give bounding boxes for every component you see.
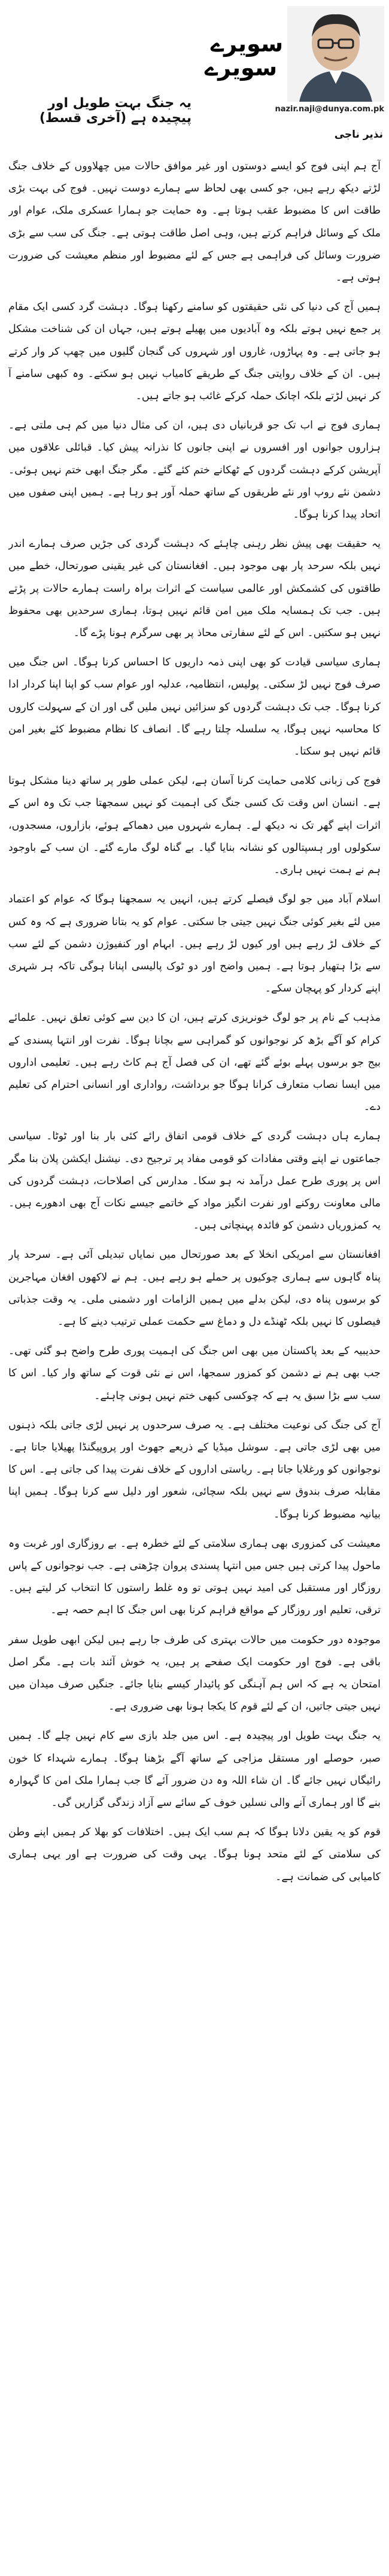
paragraph: قوم کو یہ یقین دلانا ہوگا کہ ہم سب ایک ہیں۔ اختلافات کو بھلا کر ہمیں اپنے وطن کی سلامتی کے لئے متحد ہونا ہوگا۔ یہی وقت کی ضرورت ہے اور یہی ہماری کامیابی کی ضمانت ہے۔ [8, 1826, 381, 1883]
article-body [8, 156, 381, 2567]
paragraph: ہماری سیاسی قیادت کو بھی اپنی ذمہ داریوں کا احساس کرنا ہوگا۔ اس جنگ میں صرف فوج نہیں لڑ سکتی۔ پولیس، انتظامیہ، عدلیہ اور عوام سب کو اپنا اپنا کردار ادا کرنا ہوگا۔ جب تک دہشت گردوں کو سزائیں نہیں ملیں گی اور ان کے سہولت کاروں کا محاسبہ نہیں ہوگا، یہ سلسلہ چلتا رہے گا۔ انصاف کا نظام مضبوط کئے بغیر امن قائم نہیں ہو سکتا۔ [8, 656, 381, 758]
contact-line [211, 105, 384, 114]
author-name: نذیر ناجی [334, 129, 383, 141]
logo-line-1: سویرے [210, 31, 284, 57]
paragraph: آج ہم اپنی فوج کو ایسے دوستوں اور غیر موافق حالات میں چھلاووں کے خلاف جنگ لڑتے دیکھ رہے ہیں، جو کسی بھی لحاظ سے ہمارے دوست نہیں۔ فوج کی بہت بڑی طاقت اس کا مضبوط عقب ہوتا ہے۔ وہ حمایت جو ہمارا عسکری ملک، عوام اور ملک کے وسائل فراہم کرتے ہیں، وہی اصل طاقت ہوتی ہے۔ جنگ کی سب سے بڑی ضرورت وسائل کی فراہمی ہے جس کے لئے مضبوط اور منظم معیشت کی ضرورت ہوتی ہے۔ [8, 160, 381, 284]
column-header [0, 0, 389, 162]
author-email[interactable]: nazir.naji@dunya.com.pk [275, 105, 384, 114]
paragraph: ہمیں آج کی دنیا کی نئی حقیقتوں کو سامنے رکھنا ہوگا۔ دہشت گرد کسی ایک مقام پر جمع نہیں ہوتے بلکہ وہ آبادیوں میں پھیلے ہوتے ہیں، جہاں ان کی شناخت مشکل ہو جاتی ہے۔ وہ پہاڑوں، غاروں اور شہروں کی گنجان گلیوں میں چھپ کر وار کرتے ہیں۔ ان کے خلاف روایتی جنگ کے طریقے کامیاب نہیں ہو سکتے۔ وہ کبھی سامنے آ کر نہیں لڑتے بلکہ اچانک حملہ کرکے غائب ہو جاتے ہیں۔ [8, 301, 381, 403]
paragraph: آج کی جنگ کی نوعیت مختلف ہے۔ یہ صرف سرحدوں پر نہیں لڑی جاتی بلکہ ذہنوں میں بھی لڑی جاتی ہے۔ سوشل میڈیا کے ذریعے جھوٹ اور پروپیگنڈا پھیلایا جاتا ہے۔ نوجوانوں کو ورغلایا جاتا ہے۔ ریاستی اداروں کے خلاف نفرت پیدا کی جاتی ہے۔ اس کا مقابلہ صرف بندوق سے نہیں بلکہ سچائی، شعور اور دلیل سے کرنا ہوگا۔ ہمیں اپنا بیانیہ مضبوط کرنا ہوگا۔ [8, 1419, 381, 1520]
paragraph: حدیبیہ کے بعد پاکستان میں بھی اس جنگ کی اہمیت پوری طرح واضح ہو گئی تھی۔ جب بھی ہم نے دشمن کو کمزور سمجھا، اس نے نئی قوت کے ساتھ وار کیا۔ اس کا سب سے بڑا سبق یہ ہے کہ چوکسی کبھی ختم نہیں ہونی چاہئے۔ [8, 1345, 381, 1402]
column-title: یہ جنگ بہت طویل اور پیچیدہ ہے (آخری قسط) [39, 96, 192, 126]
paragraph: ہمارے ہاں دہشت گردی کے خلاف قومی اتفاق رائے کئی بار بنا اور ٹوٹا۔ سیاسی جماعتوں نے اپنے وقتی مفادات کو قومی مفاد پر ترجیح دی۔ نیشنل ایکشن پلان بنا مگر اس پر پوری طرح عمل درآمد نہ ہو سکا۔ مدارس کی اصلاحات، دہشت گردوں کی مالی معاونت روکنے اور نفرت انگیز مواد کے خاتمے جیسے نکات آج بھی ادھورے ہیں۔ یہ کمزوریاں دشمن کو فائدہ پہنچاتی ہیں۔ [8, 1130, 381, 1232]
author-photo [287, 6, 384, 102]
paragraph: افغانستان سے امریکی انخلا کے بعد صورتحال میں نمایاں تبدیلی آئی ہے۔ سرحد پار پناہ گاہوں سے ہماری چوکیوں پر حملے ہو رہے ہیں۔ ہم نے لاکھوں افغان مہاجرین کو برسوں پناہ دی، لیکن بدلے میں ہمیں الزامات اور دشمنی ملی۔ یہ وقت جذباتی فیصلوں کا نہیں بلکہ ٹھنڈے دل و دماغ سے حکمت عملی ترتیب دینے کا ہے۔ [8, 1249, 381, 1328]
paragraph: فوج کی زبانی کلامی حمایت کرنا آسان ہے، لیکن عملی طور پر ساتھ دینا مشکل ہوتا ہے۔ انسان اس وقت تک کسی جنگ کی اہمیت کو نہیں سمجھتا جب تک وہ اس کے اثرات اپنے گھر تک نہ دیکھ لے۔ ہمارے شہروں میں دھماکے ہوئے، بازاروں، مسجدوں، سکولوں اور ہسپتالوں کو نشانہ بنایا گیا۔ بے گناہ لوگ مارے گئے۔ ان سب کے باوجود ہم نے ہمت نہیں ہاری۔ [8, 775, 381, 877]
paragraph: اسلام آباد میں جو لوگ فیصلے کرتے ہیں، انہیں یہ سمجھنا ہوگا کہ عوام کو اعتماد میں لئے بغیر کوئی جنگ نہیں جیتی جا سکتی۔ عوام کو یہ بتانا ضروری ہے کہ وہ کس کے خلاف لڑ رہے ہیں اور کیوں لڑ رہے ہیں۔ ابہام اور کنفیوژن دشمن کے لئے سب سے بڑا ہتھیار ہوتا ہے۔ ہمیں واضح اور دو ٹوک پالیسی اپنانا ہوگی تاکہ ہر شہری اپنے کردار کو پہچان سکے۔ [8, 893, 381, 995]
author-portrait-icon [287, 6, 384, 102]
paragraph: معیشت کی کمزوری بھی ہماری سلامتی کے لئے خطرہ ہے۔ بے روزگاری اور غربت وہ ماحول پیدا کرتی ہیں جس میں انتہا پسندی پروان چڑھتی ہے۔ جب نوجوانوں کے پاس روزگار اور مستقبل کی امید نہیں ہوتی تو وہ غلط راستوں کا انتخاب کر لیتے ہیں۔ ترقی، تعلیم اور روزگار کے مواقع فراہم کرنا بھی اس جنگ کا اہم حصہ ہے۔ [8, 1537, 381, 1617]
column-logo [204, 11, 284, 101]
paragraph: مذہب کے نام پر جو لوگ خونریزی کرتے ہیں، ان کا دین سے کوئی تعلق نہیں۔ علمائے کرام کو آگے بڑھ کر نوجوانوں کو گمراہی سے بچانا ہوگا۔ نفرت اور انتہا پسندی کے بیج جو برسوں پہلے بوئے گئے تھے، ان کی فصل آج ہم کاٹ رہے ہیں۔ تعلیمی اداروں میں ایسا نصاب متعارف کرانا ہوگا جو برداشت، رواداری اور انسانی احترام کی تعلیم دے۔ [8, 1012, 381, 1114]
paragraph: یہ جنگ بہت طویل اور پیچیدہ ہے۔ اس میں جلد بازی سے کام نہیں چلے گا۔ ہمیں صبر، حوصلے اور مستقل مزاجی کے ساتھ آگے بڑھنا ہوگا۔ ہمارے شہداء کا خون رائیگاں نہیں جائے گا۔ ان شاء اللہ وہ دن ضرور آئے گا جب ہمارا ملک امن کا گہوارہ بنے گا اور ہماری آنے والی نسلیں خوف کے سائے سے آزاد زندگی گزاریں گی۔ [8, 1730, 381, 1809]
paragraph: موجودہ دور حکومت میں حالات بہتری کی طرف جا رہے ہیں لیکن ابھی طویل سفر باقی ہے۔ فوج اور حکومت ایک صفحے پر ہیں، یہ خوش آئند بات ہے۔ مگر اصل امتحان یہ ہے کہ اس ہم آہنگی کو پائیدار کیسے بنایا جائے۔ جنگیں صرف میدان میں نہیں جیتی جاتیں، ان کے لئے قوم کا یکجا ہونا بھی ضروری ہے۔ [8, 1634, 381, 1713]
logo-line-2: سویرے [204, 54, 278, 81]
paragraph: ہماری فوج نے اب تک جو قربانیاں دی ہیں، ان کی مثال دنیا میں کم ہی ملتی ہے۔ ہزاروں جوانوں اور افسروں نے اپنی جانوں کا نذرانہ پیش کیا۔ قبائلی علاقوں میں آپریشن کرکے دہشت گردوں کے ٹھکانے ختم کئے گئے۔ مگر جنگ ابھی ختم نہیں ہوئی۔ دشمن نئے روپ اور نئے طریقوں کے ساتھ حملہ آور ہو رہا ہے۔ ہمیں اپنی صفوں میں اتحاد پیدا کرنا ہوگا۔ [8, 419, 381, 521]
paragraph: یہ حقیقت بھی پیش نظر رہنی چاہئے کہ دہشت گردی کی جڑیں صرف ہمارے اندر نہیں بلکہ سرحد پار بھی موجود ہیں۔ افغانستان کی غیر یقینی صورتحال، خطے میں طاقتوں کی کشمکش اور عالمی سیاست کے اثرات براہ راست ہمارے حالات پر پڑتے ہیں۔ جب تک ہمسایہ ملک میں امن قائم نہیں ہوتا، ہماری سرحدیں بھی محفوظ نہیں ہو سکتیں۔ اس کے لئے سفارتی محاذ پر بھی سرگرم ہونا پڑے گا۔ [8, 538, 381, 640]
